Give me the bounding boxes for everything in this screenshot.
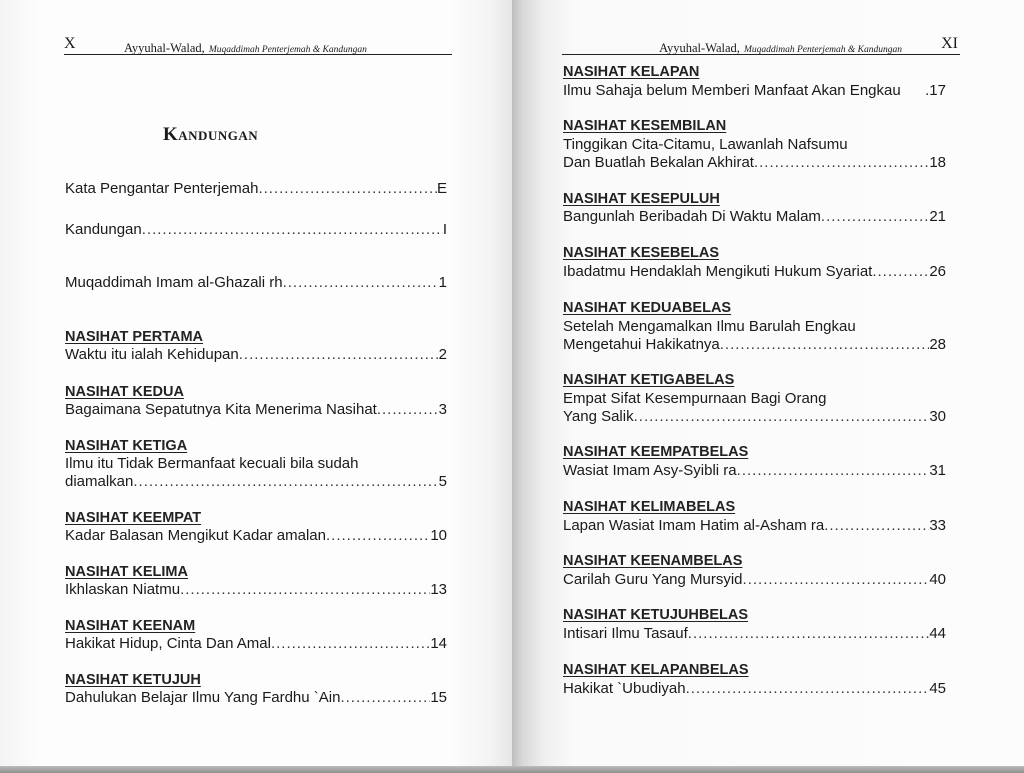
dot-leader [686, 679, 930, 698]
section-heading: NASIHAT KEDUABELAS [563, 300, 732, 316]
section-heading: NASIHAT KEENAMBELAS [563, 553, 743, 569]
dot-leader [340, 688, 430, 707]
page-number: X [64, 35, 76, 52]
section-heading: NASIHAT KELAPAN [563, 64, 700, 80]
toc-entry-text: Bagaimana Sepatutnya Kita Menerima Nasihat [65, 401, 377, 418]
toc-entry[interactable] [563, 207, 946, 226]
section-heading: NASIHAT KESEBELAS [563, 245, 720, 261]
section-heading: NASIHAT KESEMBILAN [563, 118, 727, 134]
dot-leader [377, 400, 439, 419]
toc-page-number: 5 [438, 473, 447, 490]
toc-page-number: 1 [438, 274, 447, 291]
toc-page-number: 10 [430, 527, 447, 544]
toc-entry[interactable] [563, 516, 946, 535]
toc-entry[interactable] [563, 624, 946, 643]
dot-leader [720, 335, 930, 354]
running-head-left [64, 34, 452, 55]
toc-entry[interactable] [65, 580, 447, 599]
toc-entry-text: Ilmu Sahaja belum Memberi Manfaat Akan Engkau [563, 82, 901, 99]
toc-entry-text: Hakikat Hidup, Cinta Dan Amal [65, 635, 271, 652]
toc-entry[interactable] [65, 400, 447, 419]
page-number: XI [941, 35, 958, 52]
dot-leader [872, 262, 929, 281]
toc-entry-text: Dahulukan Belajar Ilmu Yang Fardhu `Ain [65, 689, 341, 706]
toc-page-number: 40 [929, 571, 946, 588]
toc-entry[interactable] [563, 262, 946, 281]
section-heading: NASIHAT KEEMPAT [65, 510, 202, 526]
dot-leader [239, 345, 439, 364]
running-head-book-title: Ayyuhal-Walad, [124, 41, 205, 55]
running-head-book-title: Ayyuhal-Walad, [659, 41, 740, 55]
dot-leader [743, 570, 930, 589]
toc-entry-text: Wasiat Imam Asy-Syibli ra [563, 462, 737, 479]
toc-page-number: 21 [929, 208, 946, 225]
toc-entry[interactable] [563, 461, 946, 480]
toc-page-number: E [436, 180, 447, 197]
toc-entry[interactable] [65, 688, 447, 707]
running-head-right [562, 34, 960, 55]
toc-page-number: 13 [430, 581, 447, 598]
dot-leader [133, 472, 438, 491]
section-heading: NASIHAT KELIMA [65, 564, 188, 580]
toc-page-number: 26 [929, 263, 946, 280]
toc-entry-text: Yang Salik [563, 408, 634, 425]
toc-entry-text: Dan Buatlah Bekalan Akhirat [563, 154, 754, 171]
dot-leader [821, 207, 929, 226]
toc-entry[interactable] [65, 472, 447, 491]
dot-leader [634, 407, 930, 426]
section-heading: NASIHAT KELAPANBELAS [563, 662, 749, 678]
toc-entry-text: Carilah Guru Yang Mursyid [563, 571, 743, 588]
toc-entry-text: Kata Pengantar Penterjemah [65, 180, 259, 197]
toc-page-number: 28 [929, 336, 946, 353]
toc-entry[interactable] [563, 335, 946, 354]
page-title: Kandungan [163, 124, 259, 145]
toc-page-number: 31 [929, 462, 946, 479]
toc-page-number: 18 [929, 154, 946, 171]
toc-page-number: 45 [929, 680, 946, 697]
toc-entry[interactable] [65, 273, 447, 292]
book-bottom-edge [0, 766, 1024, 773]
toc-entry-text: Mengetahui Hakikatnya [563, 336, 720, 353]
toc-entry[interactable] [65, 179, 447, 198]
section-heading: NASIHAT KEENAM [65, 618, 196, 634]
section-heading: NASIHAT KELIMABELAS [563, 499, 736, 515]
toc-entry[interactable] [65, 345, 447, 364]
toc-entry-text: Hakikat `Ubudiyah [563, 680, 686, 697]
dot-leader [283, 273, 439, 292]
toc-page-number: 3 [438, 401, 447, 418]
dot-leader [271, 634, 430, 653]
dot-leader [326, 526, 430, 545]
section-heading: NASIHAT KEEMPATBELAS [563, 444, 749, 460]
section-heading: NASIHAT PERTAMA [65, 329, 204, 345]
toc-page-number: 15 [430, 689, 447, 706]
toc-entry[interactable] [65, 634, 447, 653]
toc-page-number: 2 [438, 346, 447, 363]
dot-leader [258, 179, 437, 198]
toc-entry[interactable] [563, 679, 946, 698]
toc-entry-text: Ikhlaskan Niatmu [65, 581, 181, 598]
toc-page-number: 30 [929, 408, 946, 425]
toc-entry-text: Intisari Ilmu Tasauf [563, 625, 688, 642]
dot-leader [824, 516, 929, 535]
section-heading: NASIHAT KEDUA [65, 384, 184, 400]
dot-leader [737, 461, 930, 480]
section-heading: NASIHAT KETUJUHBELAS [563, 607, 749, 623]
toc-entry-text: Kadar Balasan Mengikut Kadar amalan [65, 527, 326, 544]
dot-leader [142, 220, 443, 239]
running-head-subtitle: Muqaddimah Penterjemah & Kandungan [743, 45, 902, 55]
section-heading: NASIHAT KETIGA [65, 438, 188, 454]
dot-leader [688, 624, 930, 643]
toc-page-number: 33 [929, 517, 946, 534]
toc-entry[interactable] [563, 153, 946, 172]
toc-entry-text: Muqaddimah Imam al-Ghazali rh [65, 274, 283, 291]
toc-entry-text: Waktu itu ialah Kehidupan [65, 346, 239, 363]
toc-entry[interactable] [563, 407, 946, 426]
dot-leader [754, 153, 929, 172]
section-heading: NASIHAT KESEPULUH [563, 191, 720, 207]
toc-entry[interactable] [563, 81, 946, 100]
toc-entry-text-line: Tinggikan Cita-Citamu, Lawanlah Nafsumu [563, 136, 848, 153]
toc-page-number: .17 [925, 82, 946, 99]
left-page [0, 0, 512, 766]
toc-page-number: 14 [430, 635, 447, 652]
toc-entry-text: Bangunlah Beribadah Di Waktu Malam [563, 208, 821, 225]
toc-entry[interactable] [563, 570, 946, 589]
toc-entry-text-line: Setelah Mengamalkan Ilmu Barulah Engkau [563, 318, 856, 335]
toc-entry-text-line: Empat Sifat Kesempurnaan Bagi Orang [563, 390, 827, 407]
section-heading: NASIHAT KETIGABELAS [563, 372, 735, 388]
toc-entry-text: Kandungan [65, 221, 142, 238]
dot-leader [180, 580, 430, 599]
toc-page-number: I [442, 221, 447, 238]
running-head-subtitle: Muqaddimah Penterjemah & Kandungan [208, 45, 367, 55]
toc-entry-text: Lapan Wasiat Imam Hatim al-Asham ra [563, 517, 825, 534]
right-page [512, 0, 1024, 766]
toc-entry-text: diamalkan [65, 473, 134, 490]
toc-page-number: 44 [929, 625, 946, 642]
section-heading: NASIHAT KETUJUH [65, 672, 201, 688]
toc-entry-text: Ibadatmu Hendaklah Mengikuti Hukum Syariat [563, 263, 873, 280]
toc-entry[interactable] [65, 526, 447, 545]
toc-entry[interactable] [65, 220, 447, 239]
toc-entry-text-line: Ilmu itu Tidak Bermanfaat kecuali bila sudah [65, 455, 359, 472]
